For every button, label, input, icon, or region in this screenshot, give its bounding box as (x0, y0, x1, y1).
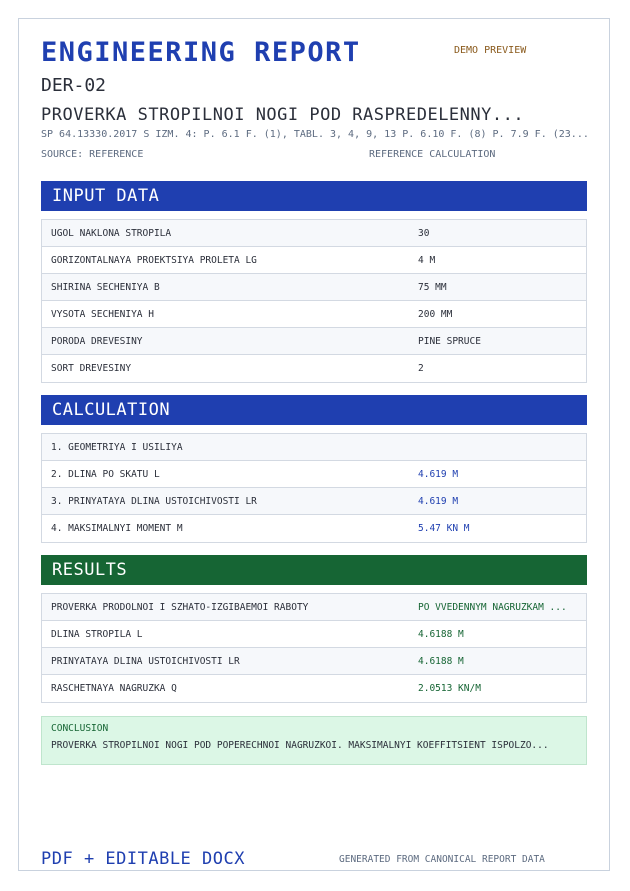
output-formats: PDF + EDITABLE DOCX (41, 849, 245, 869)
row-value: 2 (418, 363, 424, 374)
table-row (42, 488, 586, 515)
conclusion-label: CONCLUSION (51, 723, 109, 734)
table-row (42, 274, 586, 301)
table-row (42, 301, 586, 328)
table-row (42, 220, 586, 247)
input-data-heading: INPUT DATA (41, 181, 587, 211)
demo-badge: DEMO PREVIEW (454, 45, 527, 56)
row-value: 75 MM (418, 282, 447, 293)
row-value: 4.619 M (418, 496, 459, 507)
row-value: 4 M (418, 255, 436, 266)
table-row (42, 515, 586, 542)
table-row (42, 675, 586, 702)
norms-reference: SP 64.13330.2017 S IZM. 4: P. 6.1 F. (1), TABL. 3, 4, 9, 13 P. 6.10 F. (8) P. 7.9 F. (23... (41, 129, 589, 140)
table-row (42, 621, 586, 648)
row-label: UGOL NAKLONA STROPILA (51, 228, 172, 239)
results-table (41, 593, 587, 703)
row-label: PRINYATAYA DLINA USTOICHIVOSTI LR (51, 656, 240, 667)
row-label: PORODA DREVESINY (51, 336, 143, 347)
source-label: SOURCE: REFERENCE (41, 149, 144, 160)
report-page (18, 18, 610, 871)
row-label: RASCHETNAYA NAGRUZKA Q (51, 683, 177, 694)
conclusion-text: PROVERKA STROPILNOI NOGI POD POPERECHNOI NAGRUZKOI. MAKSIMALNYI KOEFFITSIENT ISPOLZO... (51, 740, 549, 751)
conclusion-box (41, 716, 587, 765)
results-heading: RESULTS (41, 555, 587, 585)
table-row (42, 355, 586, 382)
row-label: PROVERKA PRODOLNOI I SZHATO-IZGIBAEMOI RABOTY (51, 602, 309, 613)
row-value: 5.47 KN M (418, 523, 470, 534)
row-label: GORIZONTALNAYA PROEKTSIYA PROLETA LG (51, 255, 257, 266)
row-label: SORT DREVESINY (51, 363, 132, 374)
row-label: SHIRINA SECHENIYA B (51, 282, 160, 293)
row-value: PO VVEDENNYM NAGRUZKAM ... (418, 602, 567, 613)
row-label: 1. GEOMETRIYA I USILIYA (51, 442, 183, 453)
row-label: 4. MAKSIMALNYI MOMENT M (51, 523, 183, 534)
row-label: VYSOTA SECHENIYA H (51, 309, 154, 320)
calculation-table (41, 433, 587, 543)
row-value: 200 MM (418, 309, 453, 320)
report-subject: PROVERKA STROPILNOI NOGI POD RASPREDELENNY... (41, 105, 525, 125)
row-label: DLINA STROPILA L (51, 629, 143, 640)
row-value: 4.619 M (418, 469, 459, 480)
table-row (42, 648, 586, 675)
row-label: 2. DLINA PO SKATU L (51, 469, 160, 480)
report-code: DER-02 (41, 75, 107, 96)
input-data-table (41, 219, 587, 383)
table-row (42, 434, 586, 461)
row-label: 3. PRINYATAYA DLINA USTOICHIVOSTI LR (51, 496, 257, 507)
row-value: 4.6188 M (418, 629, 464, 640)
table-row (42, 461, 586, 488)
reference-calculation-label: REFERENCE CALCULATION (369, 149, 496, 160)
row-value: 30 (418, 228, 430, 239)
table-row (42, 594, 586, 621)
generated-note: GENERATED FROM CANONICAL REPORT DATA (339, 854, 545, 865)
table-row (42, 328, 586, 355)
report-title: ENGINEERING REPORT (41, 37, 361, 68)
row-value: 2.0513 KN/M (418, 683, 481, 694)
table-row (42, 247, 586, 274)
calculation-heading: CALCULATION (41, 395, 587, 425)
row-value: 4.6188 M (418, 656, 464, 667)
row-value: PINE SPRUCE (418, 336, 481, 347)
